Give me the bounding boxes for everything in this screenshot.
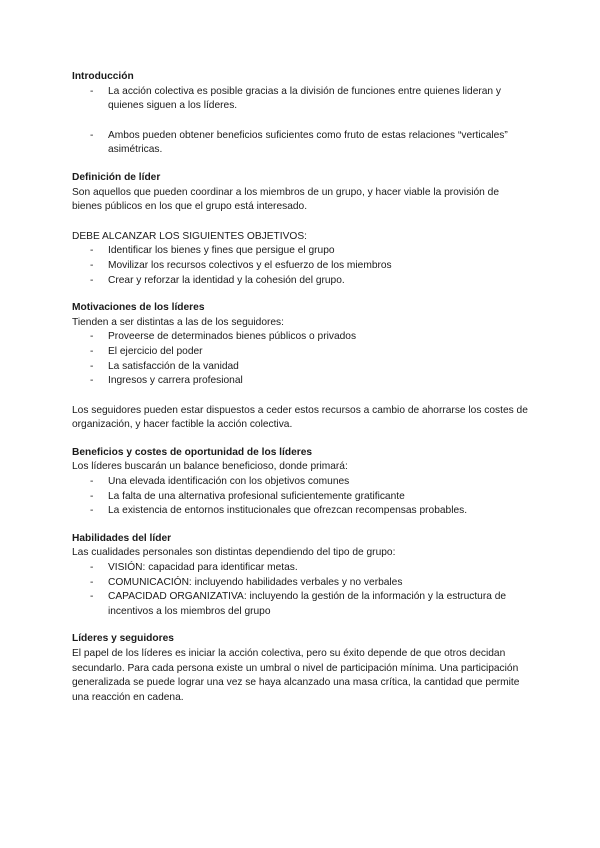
list-item: - Proveerse de determinados bienes públicos o privados bbox=[72, 330, 528, 345]
section-beneficios bbox=[72, 446, 528, 519]
objetivos-heading: DEBE ALCANZAR LOS SIGUIENTES OBJETIVOS: bbox=[72, 230, 307, 242]
section-motivaciones bbox=[72, 301, 528, 433]
habilidades-intro: Las cualidades personales son distintas dependiendo del tipo de grupo: bbox=[72, 547, 396, 559]
motivaciones-intro: Tienden a ser distintas a las de los seguidores: bbox=[72, 316, 284, 328]
list-item: - Crear y reforzar la identidad y la cohesión del grupo. bbox=[72, 274, 528, 289]
list-item: - La existencia de entornos institucionales que ofrezcan recompensas probables. bbox=[72, 504, 528, 519]
list-item: - Una elevada identificación con los objetivos comunes bbox=[72, 475, 528, 490]
list-item: - CAPACIDAD ORGANIZATIVA: incluyendo la gestión de la información y la estructura de incentivos a los miembros del grupo bbox=[72, 590, 528, 619]
list-item: - Ingresos y carrera profesional bbox=[72, 374, 528, 389]
lideres-seguidores-text: El papel de los líderes es iniciar la acción colectiva, pero su éxito depende de que otros decidan secundarlo. Para cada persona existe un umbral o nivel de participación mínima. Una participación generalizada se puede lograr una vez se haya alcanzado una masa crítica, la cantidad que permite una reacción en cadena. bbox=[72, 648, 520, 703]
heading-introduccion: Introducción bbox=[72, 71, 134, 82]
motivaciones-closing: Los seguidores pueden estar dispuestos a ceder estos recursos a cambio de ahorrarse los costes de organización, y hacer factible la acción colectiva. bbox=[72, 404, 528, 431]
heading-habilidades: Habilidades del líder bbox=[72, 532, 172, 544]
section-definicion bbox=[72, 171, 528, 288]
section-lideres-seguidores bbox=[72, 632, 528, 705]
list-item: - Ambos pueden obtener beneficios suficientes como fruto de estas relaciones “verticales” asimétricas. bbox=[72, 129, 528, 158]
document-page bbox=[72, 70, 528, 718]
list-item: - La falta de una alternativa profesional suficientemente gratificante bbox=[72, 490, 528, 505]
list-item: - La satisfacción de la vanidad bbox=[72, 360, 528, 375]
spacer bbox=[72, 215, 528, 230]
list-item: - COMUNICACIÓN: incluyendo habilidades verbales y no verbales bbox=[72, 576, 528, 591]
list-item: - VISIÓN: capacidad para identificar metas. bbox=[72, 561, 528, 576]
beneficios-list bbox=[72, 475, 528, 519]
intro-list bbox=[72, 85, 528, 158]
list-item: - El ejercicio del poder bbox=[72, 345, 528, 360]
spacer bbox=[72, 389, 528, 404]
habilidades-list bbox=[72, 561, 528, 619]
motivaciones-list bbox=[72, 330, 528, 388]
heading-lideres-seguidores: Líderes y seguidores bbox=[72, 633, 174, 645]
definicion-text: Son aquellos que pueden coordinar a los miembros de un grupo, y hacer viable la provisión de bienes públicos en los que el grupo está interesado. bbox=[72, 186, 500, 213]
heading-motivaciones: Motivaciones de los líderes bbox=[72, 302, 205, 314]
section-introduccion bbox=[72, 70, 528, 158]
heading-beneficios: Beneficios y costes de oportunidad de los líderes bbox=[72, 446, 313, 458]
list-item: - Identificar los bienes y fines que persigue el grupo bbox=[72, 244, 528, 259]
section-habilidades bbox=[72, 532, 528, 620]
list-item: - Movilizar los recursos colectivos y el esfuerzo de los miembros bbox=[72, 259, 528, 274]
objetivos-list bbox=[72, 244, 528, 288]
heading-definicion: Definición de líder bbox=[72, 171, 161, 183]
beneficios-intro: Los líderes buscarán un balance beneficioso, donde primará: bbox=[72, 461, 348, 473]
list-item: - La acción colectiva es posible gracias a la división de funciones entre quienes lideran y quienes siguen a los líderes. bbox=[72, 85, 528, 114]
